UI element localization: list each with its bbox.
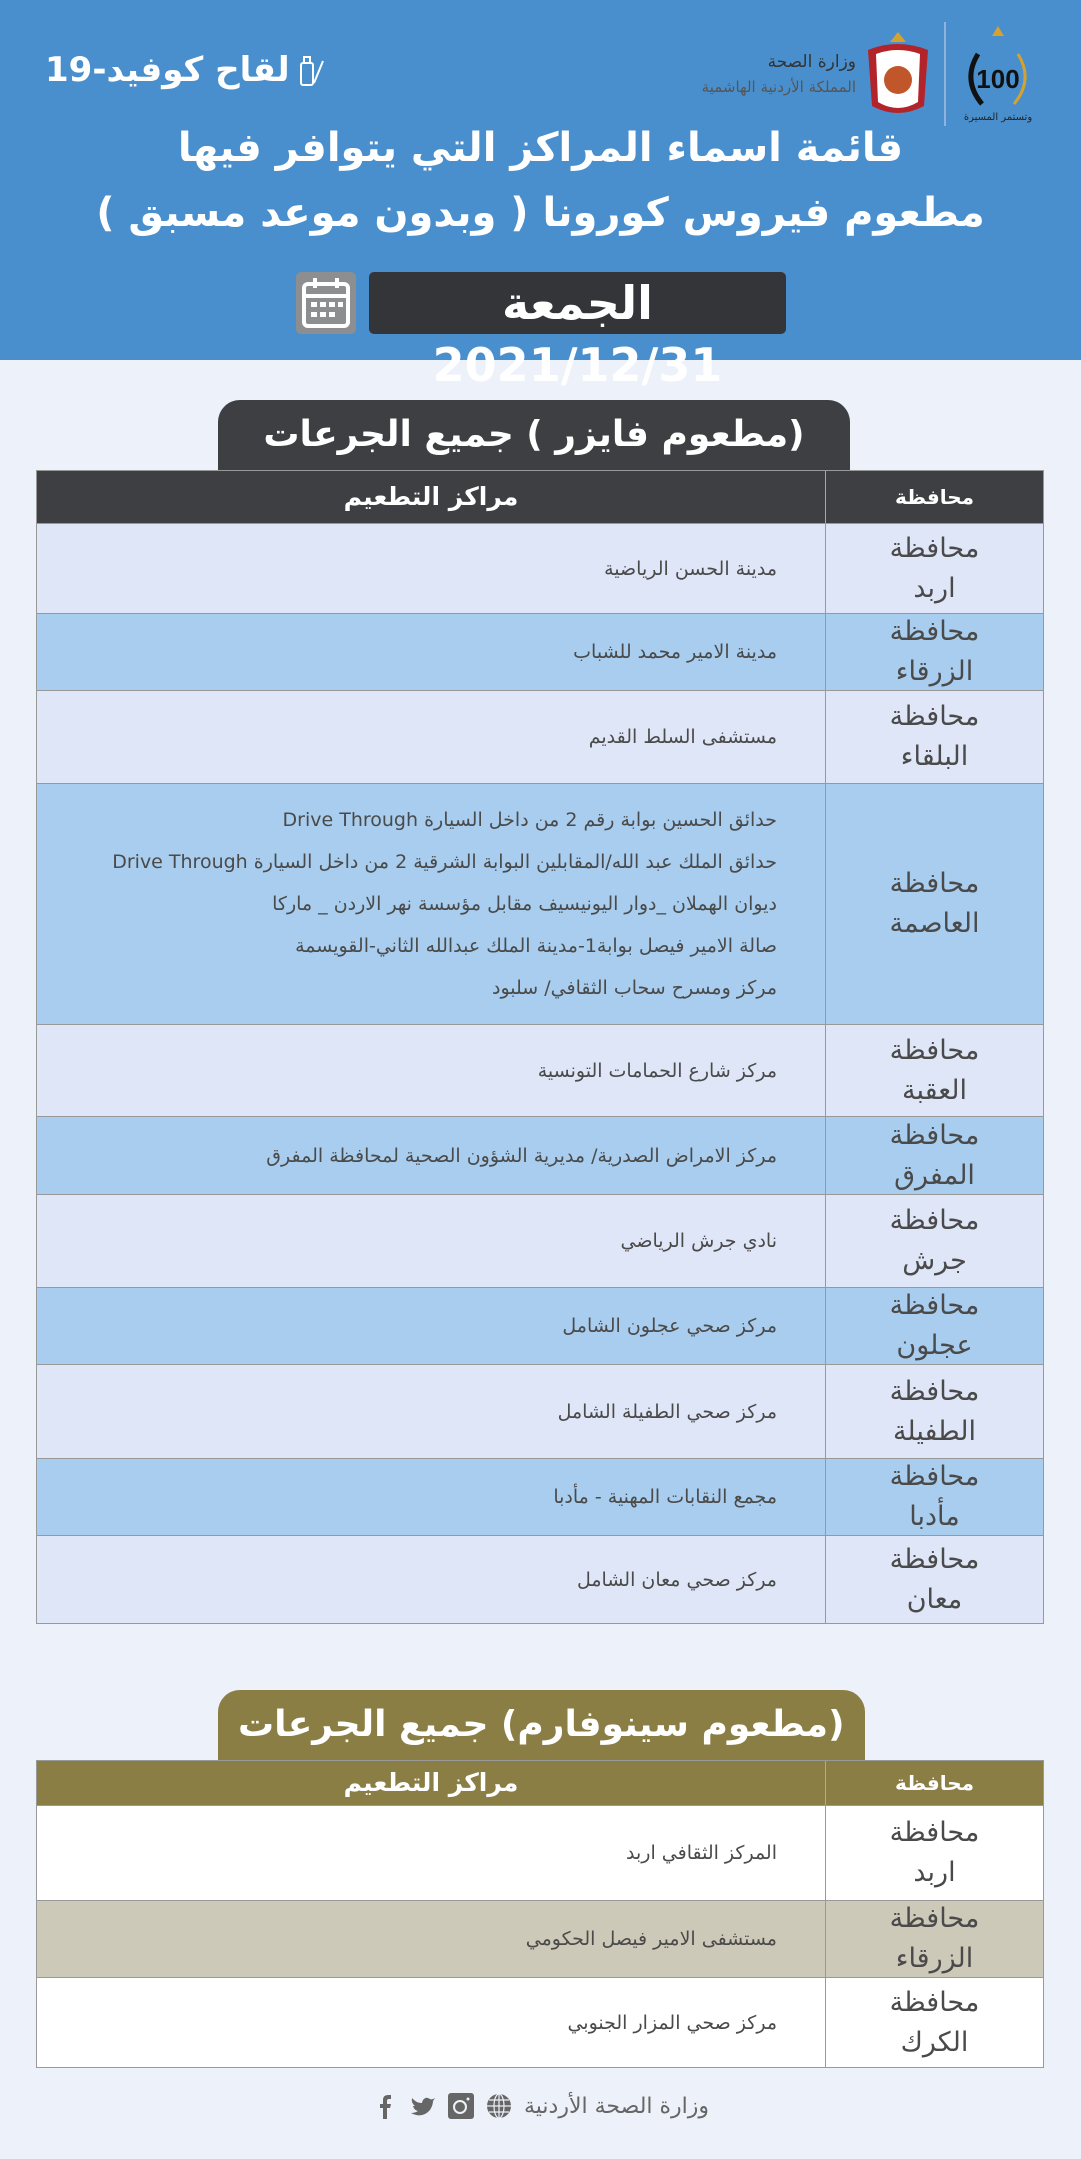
district-name: محافظة (889, 1986, 980, 2018)
center-name: حدائق الحسين بوابة رقم 2 من داخل السيارة Drive Through (282, 809, 777, 831)
district-name: الزرقاء (895, 1943, 974, 1974)
center-name: صالة الامير فيصل بوابة1-مدينة الملك عبدالله الثاني-القويسمة (295, 935, 777, 957)
district-name: العاصمة (889, 908, 980, 939)
pfizer-section-title: (مطعوم فايزر ) جميع الجرعات (218, 400, 850, 470)
district-name: جرش (902, 1245, 967, 1276)
jordan-emblem-icon (862, 28, 934, 120)
facebook-icon[interactable] (372, 2093, 398, 2119)
center-name: مستشفى الامير فيصل الحكومي (525, 1928, 777, 1950)
title-line-1: قائمة اسماء المراكز التي يتوافر فيها (177, 125, 904, 171)
center-name: مدينة الامير محمد للشباب (573, 641, 777, 663)
centers-cell (37, 1117, 825, 1194)
district-name: المفرق (894, 1159, 975, 1191)
table-row (37, 1458, 1043, 1535)
centers-cell (37, 1025, 825, 1116)
title-line-2: مطعوم فيروس كورونا ( وبدون موعد مسبق ) (96, 190, 985, 236)
district-cell (825, 1365, 1043, 1458)
column-header-centers: مراكز التطعيم (343, 482, 519, 511)
table-row (37, 1194, 1043, 1287)
district-name: البلقاء (900, 741, 969, 772)
district-cell (825, 1288, 1043, 1364)
district-name: عجلون (896, 1330, 973, 1361)
district-cell (825, 1536, 1043, 1623)
district-cell (825, 1025, 1043, 1116)
table-row (37, 1805, 1043, 1900)
globe-icon[interactable] (486, 2093, 512, 2119)
column-header-centers: مراكز التطعيم (343, 1768, 519, 1797)
table-row (37, 1535, 1043, 1623)
sinopharm-section-title: (مطعوم سينوفارم) جميع الجرعات (218, 1690, 865, 1760)
centers-cell (37, 1536, 825, 1623)
table-header (37, 1761, 1043, 1805)
district-name: محافظة (889, 1119, 980, 1151)
district-name: محافظة (889, 1543, 980, 1575)
table-header (37, 471, 1043, 523)
header (0, 0, 1081, 392)
footer-label: وزارة الصحة الأردنية (523, 2093, 710, 2119)
table-row (37, 1024, 1043, 1116)
ministry-name: وزارة الصحة المملكة الأردنية الهاشمية (701, 52, 856, 96)
centers-cell (37, 1459, 825, 1535)
date-badge: الجمعة 2021/12/31 (369, 272, 786, 334)
centers-cell (37, 784, 825, 1024)
district-name: الزرقاء (895, 656, 974, 687)
table-row (37, 1116, 1043, 1194)
center-name: مجمع النقابات المهنية - مأدبا (553, 1486, 777, 1508)
district-name: محافظة (889, 616, 980, 647)
district-name: محافظة (889, 532, 980, 564)
centennial-logo-icon (958, 24, 1038, 124)
district-cell (825, 1806, 1043, 1900)
pfizer-table (36, 470, 1044, 1624)
district-name: العقبة (901, 1074, 968, 1106)
svg-text:وتستمر المسيرة: وتستمر المسيرة (963, 112, 1033, 123)
district-cell (825, 691, 1043, 783)
district-name: محافظة (889, 1903, 980, 1934)
district-cell (825, 1195, 1043, 1287)
table-row (37, 690, 1043, 783)
center-name: مركز صحي معان الشامل (576, 1568, 777, 1591)
column-header-district: محافظة (825, 1761, 1043, 1805)
divider (944, 22, 946, 126)
district-name: اربد (913, 1857, 956, 1888)
district-name: محافظة (889, 1034, 980, 1066)
center-name: مركز صحي المزار الجنوبي (567, 2011, 777, 2034)
district-cell (825, 1978, 1043, 2067)
svg-text:100: 100 (976, 64, 1020, 94)
district-cell (825, 784, 1043, 1024)
district-name: محافظة (889, 1461, 980, 1492)
table-row (37, 783, 1043, 1024)
district-cell (825, 614, 1043, 690)
instagram-icon[interactable] (448, 2093, 474, 2119)
center-name: مركز الامراض الصدرية/ مديرية الشؤون الصحية لمحافظة المفرق (266, 1144, 777, 1167)
vaccine-icon (298, 53, 324, 87)
district-name: اربد (913, 572, 956, 604)
twitter-icon[interactable] (410, 2093, 436, 2119)
calendar-icon (296, 272, 356, 334)
center-name: مركز شارع الحمامات التونسية (537, 1059, 777, 1082)
centers-cell (37, 614, 825, 690)
center-name: نادي جرش الرياضي (620, 1230, 777, 1252)
centers-cell (37, 691, 825, 783)
center-name: حدائق الملك عبد الله/المقابلين البوابة الشرقية 2 من داخل السيارة Drive Through (112, 851, 777, 873)
district-name: محافظة (889, 701, 980, 732)
centers-cell (37, 1365, 825, 1458)
district-name: معان (906, 1583, 963, 1615)
sinopharm-table (36, 1760, 1044, 2068)
covid-vaccine-label: لقاح كوفيد-19 (45, 50, 324, 90)
table-row (37, 523, 1043, 613)
center-name: مستشفى السلط القديم (588, 726, 777, 748)
district-name: محافظة (889, 1290, 980, 1321)
district-name: مأدبا (909, 1501, 960, 1532)
centers-cell (37, 1901, 825, 1977)
centers-cell (37, 524, 825, 613)
table-row (37, 1900, 1043, 1977)
district-name: الكرك (900, 2026, 969, 2058)
district-cell (825, 1901, 1043, 1977)
center-name: مدينة الحسن الرياضية (604, 557, 777, 580)
table-row (37, 1364, 1043, 1458)
district-name: محافظة (889, 1817, 980, 1848)
footer (0, 2093, 1081, 2119)
center-name: مركز ومسرح سحاب الثقافي/ سلبود (492, 977, 777, 999)
table-row (37, 1287, 1043, 1364)
center-name: المركز الثقافي اربد (626, 1842, 777, 1864)
district-name: محافظة (889, 868, 980, 899)
center-name: مركز صحي عجلون الشامل (562, 1315, 777, 1337)
district-cell (825, 1459, 1043, 1535)
centers-cell (37, 1806, 825, 1900)
center-name: مركز صحي الطفيلة الشامل (557, 1400, 777, 1423)
district-name: محافظة (889, 1205, 980, 1236)
centers-cell (37, 1978, 825, 2067)
center-name: ديوان الهملان _دوار اليونيسيف مقابل مؤسسة نهر الاردن _ ماركا (272, 893, 777, 915)
centers-cell (37, 1195, 825, 1287)
district-name: محافظة (889, 1375, 980, 1407)
district-cell (825, 1117, 1043, 1194)
centers-cell (37, 1288, 825, 1364)
table-row (37, 613, 1043, 690)
district-name: الطفيلة (892, 1415, 977, 1447)
district-cell (825, 524, 1043, 613)
table-row (37, 1977, 1043, 2067)
column-header-district: محافظة (825, 471, 1043, 523)
